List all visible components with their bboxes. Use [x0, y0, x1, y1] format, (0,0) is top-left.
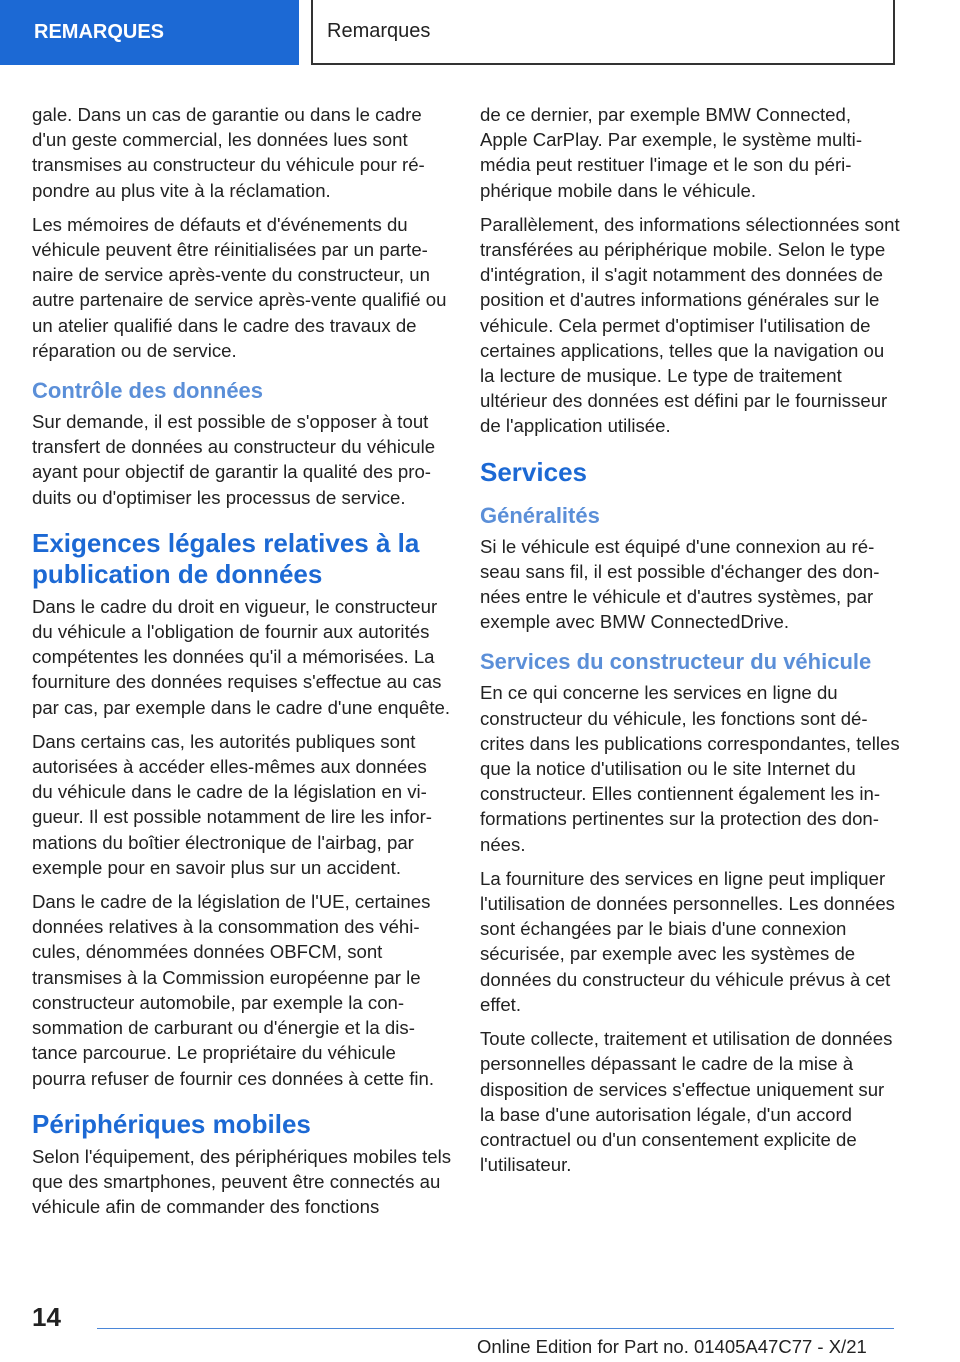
- paragraph: La fourniture des services en ligne peut impliquer l'utilisation de données personnelles. Les données sont échangées par le biais d'une connexion sécurisée, par exemple avec les systèmes de données du constructeur du véhicule prévus à cet effet.: [480, 867, 895, 1015]
- left-column: [32, 102, 452, 1228]
- heading-services: Services: [480, 456, 587, 487]
- heading-services-constructeur: Services du constructeur du véhicule: [480, 649, 872, 675]
- section-tab: REMARQUES: [0, 0, 299, 65]
- footer-edition-text: Online Edition for Part no. 01405A47C77 - X/21: [477, 1336, 867, 1357]
- paragraph: de ce dernier, par exemple BMW Connected, Apple CarPlay. Par exemple, le système multimédia peut restituer l'image et le son du périphérique mobile dans le véhicule.: [480, 104, 863, 201]
- right-column: [480, 102, 900, 1186]
- footer-divider: [97, 1328, 894, 1329]
- heading-controle-donnees: Contrôle des données: [32, 378, 264, 404]
- paragraph: Sur demande, il est possible de s'opposer à tout transfert de données au constructeur du véhicule ayant pour objectif de garantir la qualité des produits ou d'optimiser les processus de service.: [32, 411, 436, 508]
- paragraph: Toute collecte, traitement et utilisation de données personnelles dépassant le cadre de la mise à disposition de services s'effectue uniquement sur la base d'une autorisation légale, d'un accord contractuel ou d'un consentement explicite de l'utilisateur.: [480, 1028, 893, 1176]
- paragraph: Dans le cadre de la législation de l'UE, certaines données relatives à la consommation des véhicules, dénommées données OBFCM, sont transmises à la Commission européenne par le constructeur automobile, par exemple la consommation de carburant ou d'énergie et la distance parcourue. Le propriétaire du véhicule pourra refuser de fournir ces données à cette fin.: [32, 891, 435, 1089]
- paragraph: Si le véhicule est équipé d'une connexion au réseau sans fil, il est possible d'échanger des données entre le véhicule et d'autres systèmes, par exemple avec BMW ConnectedDrive.: [480, 535, 880, 633]
- paragraph: Parallèlement, des informations sélectionnées sont transférées au périphérique mobile. Selon le type d'intégration, il s'agit notamment des données de position et d'autres informations générales sur le véhicule. Cela permet d'optimiser l'utilisation de certaines applications, telles que la navigation ou la lecture de musique. Le type de traitement ultérieur des données est défini par le fournisseur de l'application utilisée.: [480, 213, 900, 437]
- heading-generalites: Généralités: [480, 502, 600, 528]
- page-header-title: Remarques: [311, 0, 895, 65]
- heading-peripheriques-mobiles: Périphériques mobiles: [32, 1108, 311, 1139]
- paragraph: En ce qui concerne les services en ligne du constructeur du véhicule, les fonctions sont décrites dans les publications correspondantes, telles que la notice d'utilisation ou le site Internet du constructeur. Elles contiennent également les informations pertinentes sur la protection des données.: [480, 682, 900, 855]
- paragraph: Les mémoires de défauts et d'événements du véhicule peuvent être réinitialisées par un partenaire de service après-vente du constructeur, un autre partenaire de service après-vente qualifié ou un atelier qualifié dans le cadre des travaux de réparation ou de service.: [32, 213, 447, 361]
- paragraph: Dans certains cas, les autorités publiques sont autorisées à accéder elles-mêmes aux données du véhicule dans le cadre de la législation en vigueur. Il est possible notamment de lire les informations du boîtier électronique de l'airbag, par exemple pour en savoir plus sur un accident.: [32, 730, 432, 878]
- page-number: 14: [32, 1302, 61, 1332]
- paragraph: gale. Dans un cas de garantie ou dans le cadre d'un geste commercial, les données lues sont transmises au constructeur du véhicule pour répondre au plus vite à la réclamation.: [32, 104, 425, 201]
- heading-exigences-legales: Exigences légales relatives à la publication de données: [32, 527, 420, 589]
- paragraph: Selon l'équipement, des périphériques mobiles tels que des smartphones, peuvent être connectés au véhicule afin de commander des fonctions: [32, 1145, 452, 1218]
- paragraph: Dans le cadre du droit en vigueur, le constructeur du véhicule a l'obligation de fournir aux autorités compétentes les données qu'il a mémorisées. La fourniture des données requises s'effectue au cas par cas, par exemple dans le cadre d'une enquête.: [32, 595, 451, 718]
